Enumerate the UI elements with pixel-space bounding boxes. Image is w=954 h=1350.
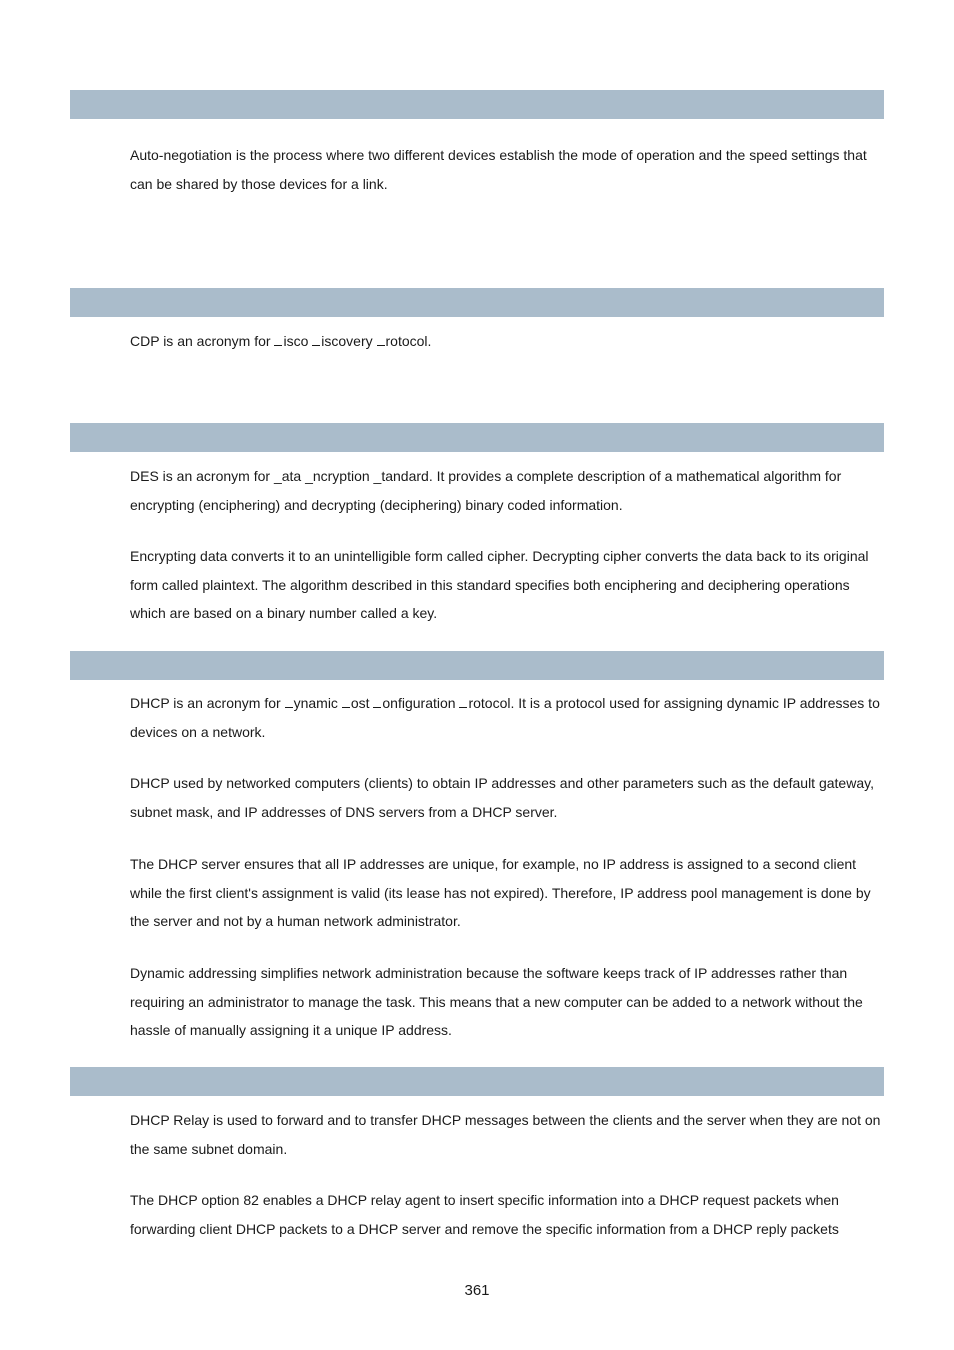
underscore-mark: [377, 333, 385, 346]
dhcp-word: rotocol. It is a protocol used for assigning dynamic IP addresses to devices on a network.: [130, 695, 880, 740]
page-number: 361: [464, 1282, 490, 1299]
paragraph-cdp: [130, 327, 886, 356]
section-header-bar: [70, 90, 884, 119]
paragraph: The DHCP option 82 enables a DHCP relay agent to insert specific information into a DHCP request packets when forwarding client DHCP packets to a DHCP server and remove the specific information from a DHCP reply packets: [130, 1192, 839, 1237]
section-header-bar: [70, 651, 884, 680]
underscore-mark: [342, 695, 350, 708]
section-header-bar: [70, 423, 884, 452]
cdp-word: iscovery: [321, 333, 377, 349]
section-header-bar: [70, 1067, 884, 1096]
paragraph: DES is an acronym for _ata _ncryption _tandard. It provides a complete description of a mathematical algorithm for encrypting (enciphering) and decrypting (deciphering) binary coded information.: [130, 468, 842, 513]
paragraph-dhcp: [130, 689, 886, 746]
paragraph: DHCP Relay is used to forward and to transfer DHCP messages between the clients and the server when they are not on the same subnet domain.: [130, 1112, 881, 1157]
paragraph: DHCP used by networked computers (clients) to obtain IP addresses and other parameters such as the default gateway, subnet mask, and IP addresses of DNS servers from a DHCP server.: [130, 775, 874, 820]
dhcp-prefix: DHCP is an acronym for: [130, 695, 285, 711]
underscore-mark: [373, 695, 381, 708]
paragraph: Dynamic addressing simplifies network administration because the software keeps track of IP addresses rather than requiring an administrator to manage the task. This means that a new computer can be added to a network without the hassle of manually assigning it a unique IP address.: [130, 965, 863, 1039]
cdp-word: rotocol.: [385, 333, 432, 349]
paragraph: Encrypting data converts it to an unintelligible form called cipher. Decrypting cipher converts the data back to its original form called plaintext. The algorithm described in this standard specifies both enciphering and deciphering operations which are based on a binary number called a key.: [130, 548, 869, 622]
underscore-mark: [285, 695, 293, 708]
paragraph: The DHCP server ensures that all IP addresses are unique, for example, no IP address is assigned to a second client while the first client's assignment is valid (its lease has not expired). Therefore, IP address pool management is done by the server and not by a human network administrator.: [130, 856, 871, 930]
dhcp-word: ynamic: [293, 695, 342, 711]
section-header-bar: [70, 288, 884, 317]
dhcp-word: onfiguration: [382, 695, 460, 711]
underscore-mark: [459, 695, 467, 708]
cdp-word: isco: [283, 333, 313, 349]
underscore-mark: [274, 333, 282, 346]
paragraph: Auto-negotiation is the process where two different devices establish the mode of operation and the speed settings that can be shared by those devices for a link.: [130, 147, 867, 192]
dhcp-word: ost: [350, 695, 374, 711]
underscore-mark: [312, 333, 320, 346]
cdp-prefix: CDP is an acronym for: [130, 333, 275, 349]
